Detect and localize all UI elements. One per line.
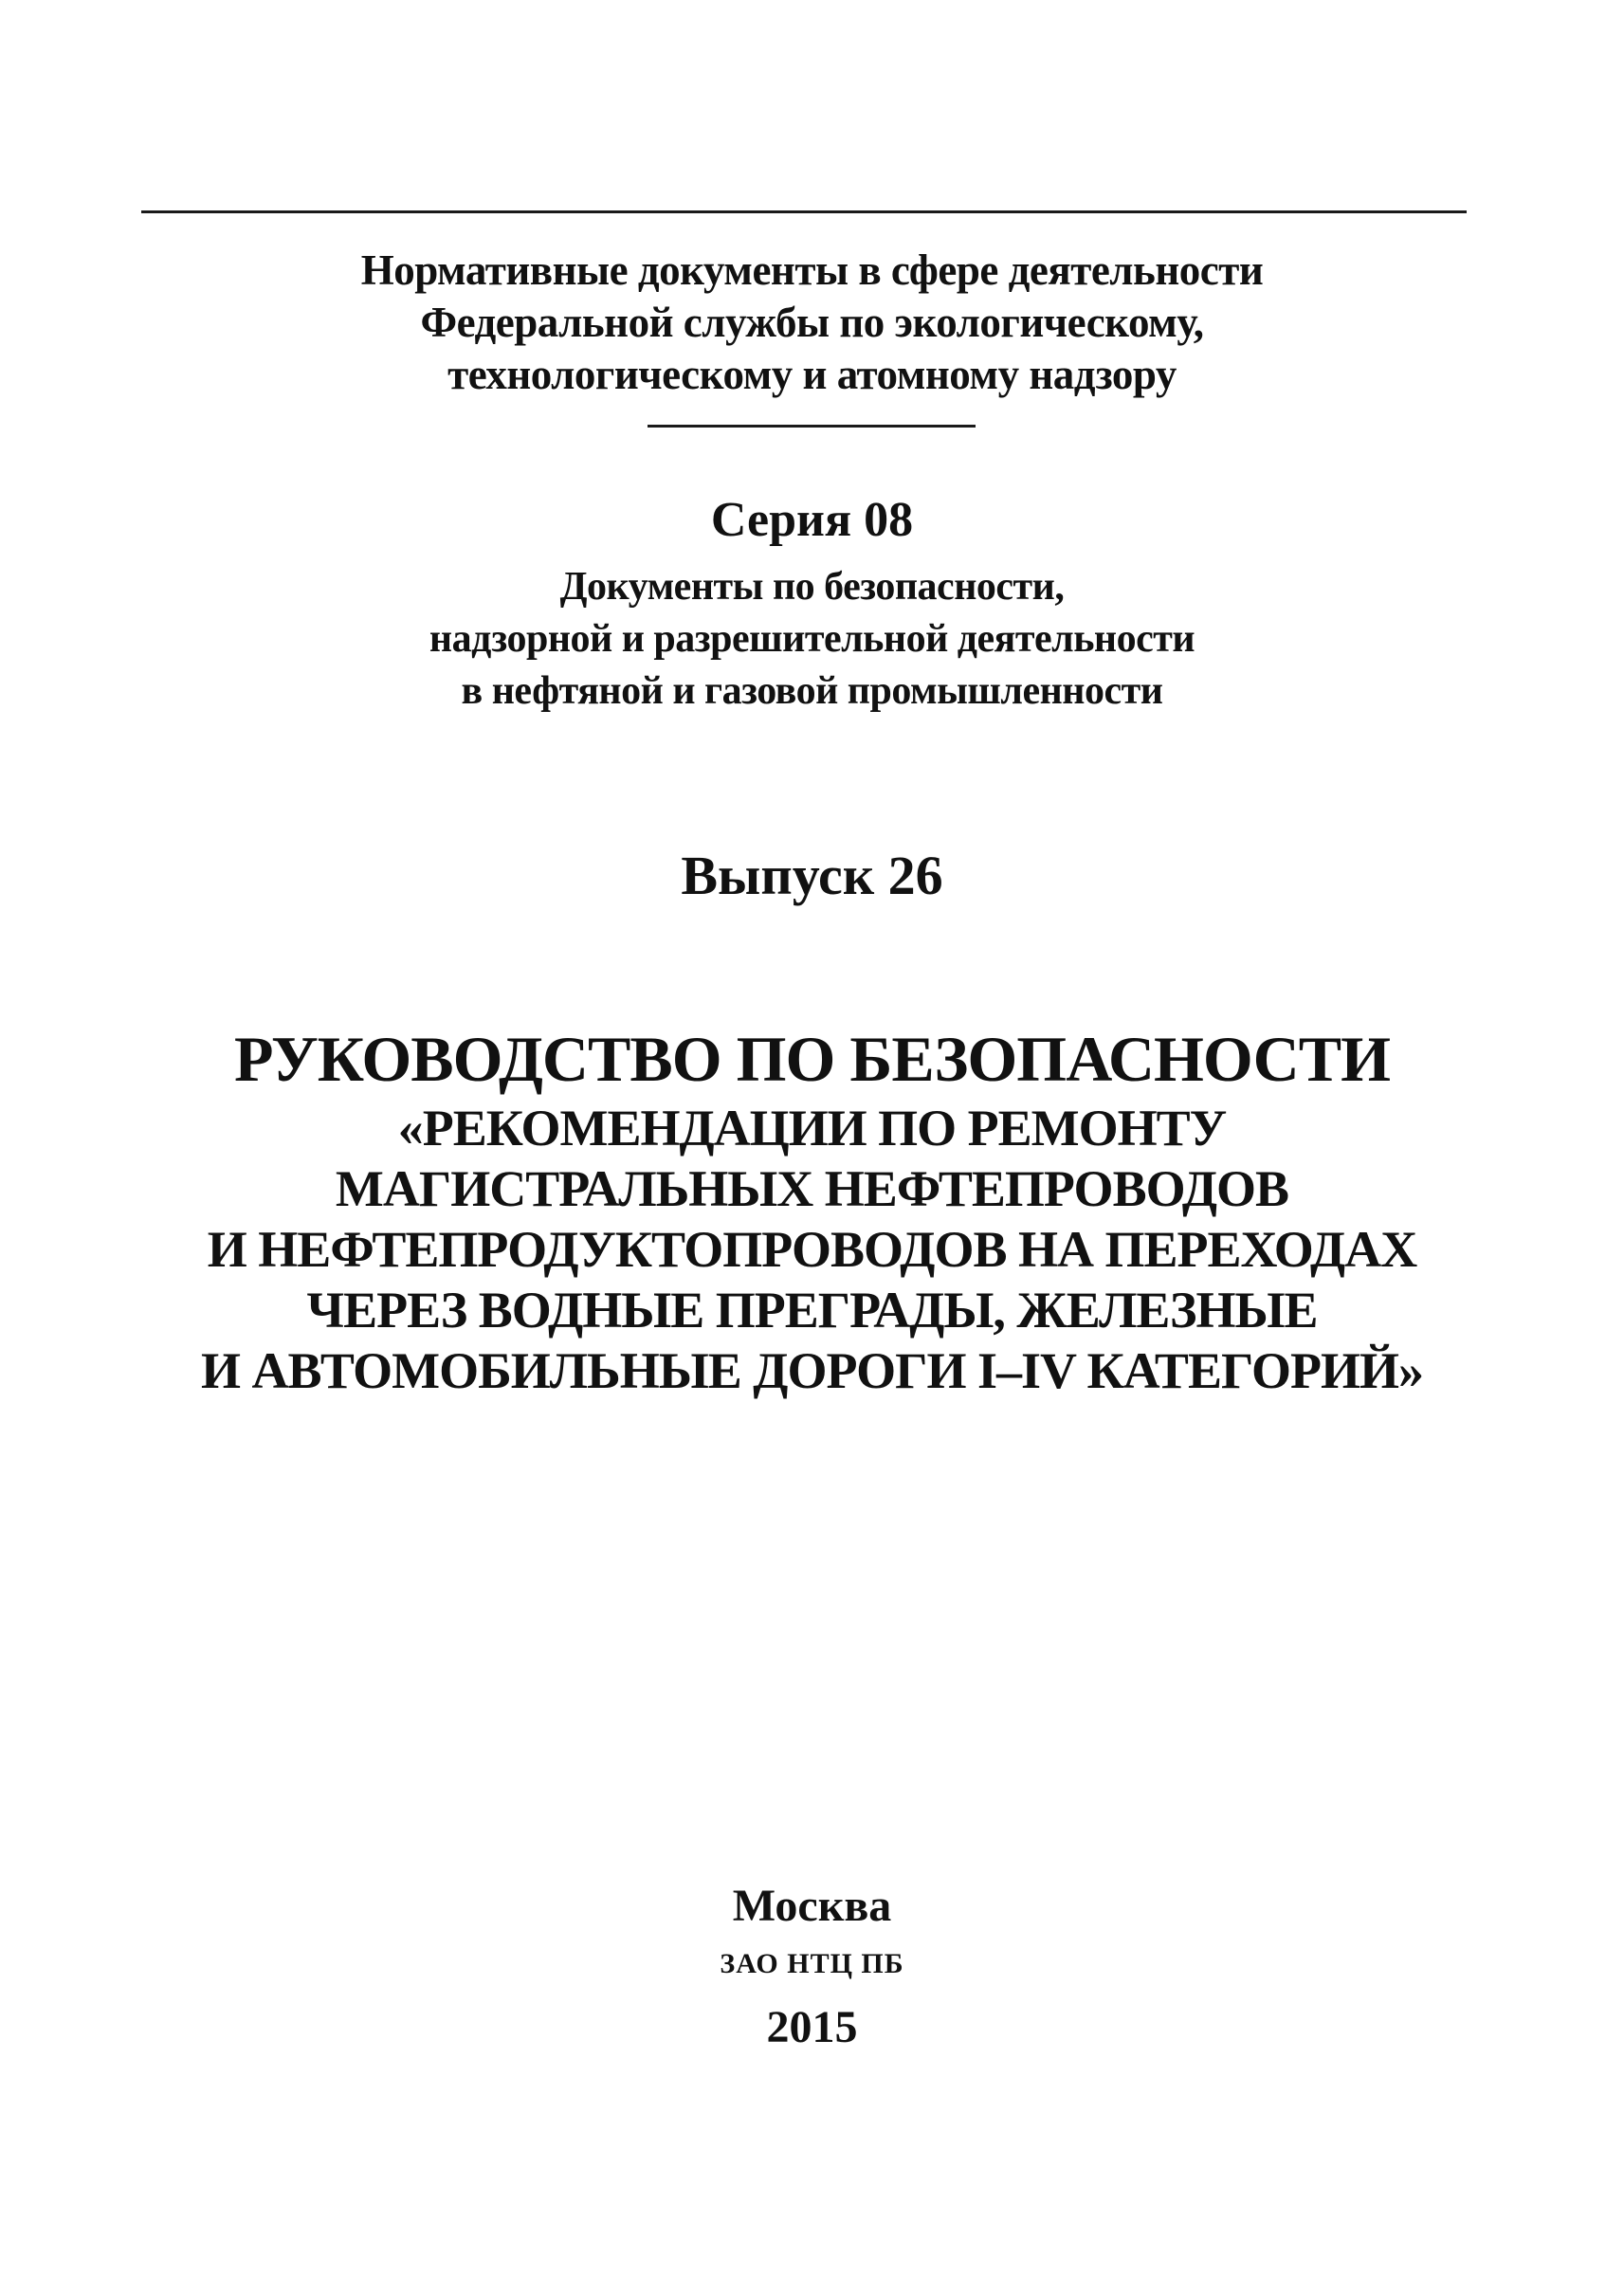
document-subtitle [0,1098,1624,1401]
subtitle-line-2: МАГИСТРАЛЬНЫХ НЕФТЕПРОВОДОВ [335,1160,1289,1217]
subtitle-line-5: И АВТОМОБИЛЬНЫЕ ДОРОГИ I–IV КАТЕГОРИЙ» [201,1342,1423,1399]
subtitle-line-3: И НЕФТЕПРОДУКТОПРОВОДОВ НА ПЕРЕХОДАХ [207,1221,1417,1278]
header-line-3: технологическому и атомному надзору [447,351,1177,398]
imprint-city: Москва [732,1881,892,1931]
top-rule [141,210,1467,213]
imprint-publisher: ЗАО НТЦ ПБ [720,1948,904,1979]
document-title: РУКОВОДСТВО ПО БЕЗОПАСНОСТИ [233,1023,1390,1095]
header-line-1: Нормативные документы в сфере деятельности [360,246,1264,294]
series-line-2: надзорной и разрешительной деятельности [429,617,1195,661]
series-title: Серия 08 [710,493,914,547]
header-divider [648,425,976,428]
subtitle-line-4: ЧЕРЕЗ ВОДНЫЕ ПРЕГРАДЫ, ЖЕЛЕЗНЫЕ [306,1282,1318,1339]
series-line-1: Документы по безопасности, [559,565,1065,609]
series-description [0,561,1624,718]
subtitle-line-1: «РЕКОМЕНДАЦИИ ПО РЕМОНТУ [397,1100,1227,1157]
issue-number: Выпуск 26 [681,845,943,906]
series-line-3: в нефтяной и газовой промышленности [461,669,1163,713]
publisher-series-header [0,245,1624,401]
imprint-year: 2015 [766,2002,858,2052]
header-line-2: Федеральной службы по экологическому, [420,299,1204,346]
